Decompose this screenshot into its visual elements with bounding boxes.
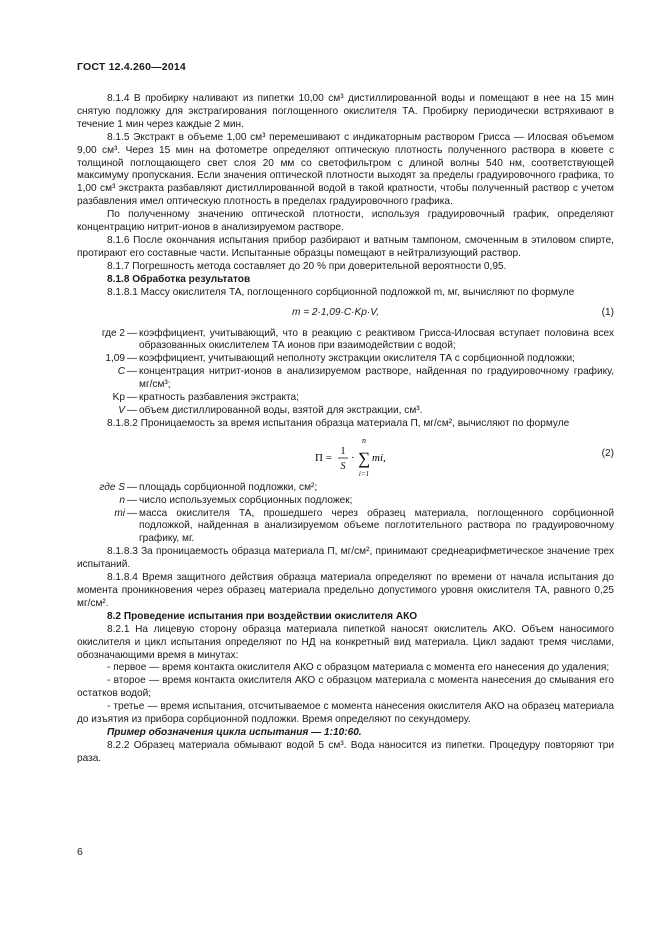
definition-symbol: V <box>118 404 125 416</box>
definition-row <box>77 392 614 405</box>
paragraph-8-1-4: 8.1.4 В пробирку наливают из пипетки 10,00 см³ дистиллированной воды и помещают в нее на 15 мин снятую подложку для экстрагирования поглощенного окислителя ТА. Пробирку периодически встряхивают в течение 1 мин через каждые 2 мин. <box>77 93 614 130</box>
definition-dash: — <box>126 392 138 404</box>
list-marker: - <box>107 701 111 713</box>
list-item-text: третье — время испытания, отсчитываемое с момента нанесения окислителя АКО на образец материала до изъятия из прибора сорбционной подложки. Время определяют по секундомеру. <box>77 701 614 726</box>
definition-dash: — <box>126 353 138 365</box>
definition-symbol: C <box>117 366 125 378</box>
formula-2-sigma: ∑ <box>357 448 371 468</box>
paragraph-8-1-6: 8.1.6 После окончания испытания прибор разбирают и ватным тампоном, смоченным в этиловом спирте, протирают его составные части. Испытанные образцы помещают в нейтрализующий раствор. <box>77 234 614 259</box>
definition-symbol: mi <box>114 507 125 519</box>
paragraph-8-2-1: 8.2.1 На лицевую сторону образца материала пипеткой наносят окислитель АКО. Объем наносимого окислителя и цикл испытания определяют по НД на конкретный вид материала. Цикл задают тремя числами, обозначающими время в минутах: <box>77 623 614 661</box>
paragraph-8-2-2: 8.2.2 Образец материала обмывают водой 5 см³. Вода наносится из пипетки. Процедуру повторяют три раза. <box>77 739 614 764</box>
document-code-header: ГОСТ 12.4.260—2014 <box>77 61 186 73</box>
heading-8-1-8: 8.1.8 Обработка результатов <box>107 273 251 285</box>
paragraph-8-1-5-continued: По полученному значению оптической плотности, используя градуировочный график, определяют концентрацию нитрит-ионов в анализируемом растворе. <box>77 209 614 234</box>
definition-symbol: 1,09 <box>105 353 125 365</box>
definition-row <box>77 495 614 508</box>
definition-dash: — <box>126 481 138 493</box>
definition-dash: — <box>126 494 138 506</box>
formula-2-number: (2) <box>601 447 614 459</box>
definition-dash: — <box>126 327 138 339</box>
definition-text: масса окислителя ТА, прошедшего через образец материала, поглощенного сорбционной подложкой, найденная в анализируемом объеме поглотительного раствора по градуировочному графику, мг. <box>139 507 614 545</box>
page-body <box>77 93 614 766</box>
definition-symbol: n <box>119 494 125 506</box>
definition-text: площадь сорбционной подложки, см²; <box>139 481 318 493</box>
list-item-text: первое — время контакта окислителя АКО с образцом материала с момента его нанесения до удаления; <box>113 662 610 674</box>
formula-2-sum-lower: i=1 <box>358 469 370 478</box>
formula-2-denominator: S <box>340 460 346 472</box>
definition-symbol: Kр <box>112 392 125 404</box>
list-item <box>77 701 614 727</box>
definition-text: объем дистиллированной воды, взятой для экстракции, см³. <box>139 404 423 416</box>
cycle-example: Пример обозначения цикла испытания — 1:10:60. <box>107 726 362 738</box>
formula-2-lhs: П = <box>315 451 332 464</box>
definition-row <box>77 508 614 547</box>
paragraph-8-1-8-2: 8.1.8.2 Проницаемость за время испытания образца материала П, мг/см², вычисляют по формуле <box>107 417 570 429</box>
formula-2-numerator: 1 <box>340 445 346 457</box>
list-item <box>77 675 614 701</box>
definition-text: концентрация нитрит-ионов в анализируемом растворе, найденная по градуировочному графику, мг/см³; <box>139 366 614 391</box>
list-marker: - <box>107 675 111 687</box>
definition-row <box>77 353 614 366</box>
formula-1-definitions <box>77 328 614 418</box>
definition-text: коэффициент, учитывающий неполноту экстракции окислителя ТА с сорбционной подложки; <box>139 353 575 365</box>
paragraph-8-1-8-1: 8.1.8.1 Массу окислителя ТА, поглощенного сорбционной подложкой m, мг, вычисляют по формуле <box>107 286 575 298</box>
formula-2-term: mi, <box>372 451 386 464</box>
list-item <box>77 662 614 675</box>
list-marker: - <box>107 662 111 674</box>
definition-row <box>77 405 614 418</box>
formula-2-expression <box>315 435 435 479</box>
formula-2 <box>77 431 614 481</box>
paragraph-8-1-7: 8.1.7 Погрешность метода составляет до 20 % при доверительной вероятности 0,95. <box>107 260 507 272</box>
heading-8-2: 8.2 Проведение испытания при воздействии окислителя АКО <box>107 610 418 622</box>
definition-dash: — <box>126 507 138 519</box>
definition-symbol: где S <box>99 481 125 493</box>
definition-symbol: где 2 <box>101 327 125 339</box>
definition-row <box>77 482 614 495</box>
definition-text: коэффициент, учитывающий, что в реакцию с реактивом Грисса-Илосвая вступает половина всех образованных окислителем ТА ионов при взаимодействии с водой; <box>139 327 614 352</box>
formula-2-sum-upper: n <box>362 435 366 445</box>
definition-text: кратность разбавления экстракта; <box>139 392 299 404</box>
paragraph-8-1-8-4: 8.1.8.4 Время защитного действия образца материала определяют по времени от начала испытания до момента проникновения через образец материала предельно допустимого уровня окислителя ТА, равного 0,25 мг/см². <box>77 572 614 609</box>
definition-row <box>77 328 614 354</box>
paragraph-8-1-5: 8.1.5 Экстракт в объеме 1,00 см³ перемешивают с индикаторным раствором Грисса — Илосвая объемом 9,00 см³. Через 15 мин на фотометре определяют оптическую плотность полученного раствора в кювете с толщиной поглощающего свет слоя 20 мм со светофильтром с длиной волны 540 нм, соответствующей максимуму пропускания. Если значения оптической плотности выходят за пределы градуировочного графика, то 1,00 см³ экстракта разбавляют дистиллированной водой в такой кратности, чтобы полученный раствор с учетом разбавления имел оптическую плотность в пределах градуировочного графика. <box>77 131 614 208</box>
formula-2-dot: · <box>351 451 355 464</box>
definition-row <box>77 366 614 392</box>
definition-dash: — <box>126 404 138 416</box>
definition-text: число используемых сорбционных подложек; <box>139 494 353 506</box>
formula-2-definitions <box>77 482 614 547</box>
formula-1 <box>77 300 614 327</box>
list-item-text: второе — время контакта окислителя АКО с образцом материала с момента нанесения до смывания его остатков водой; <box>77 675 614 700</box>
page-number: 6 <box>77 846 83 858</box>
formula-1-number: (1) <box>601 306 614 318</box>
formula-1-expression: m = 2·1,09·C·Kр·V, <box>292 306 380 318</box>
definition-dash: — <box>126 366 138 378</box>
paragraph-8-1-8-3: 8.1.8.3 За проницаемость образца материала П, мг/см², принимают среднеарифметическое значение трех испытаний. <box>77 546 614 571</box>
